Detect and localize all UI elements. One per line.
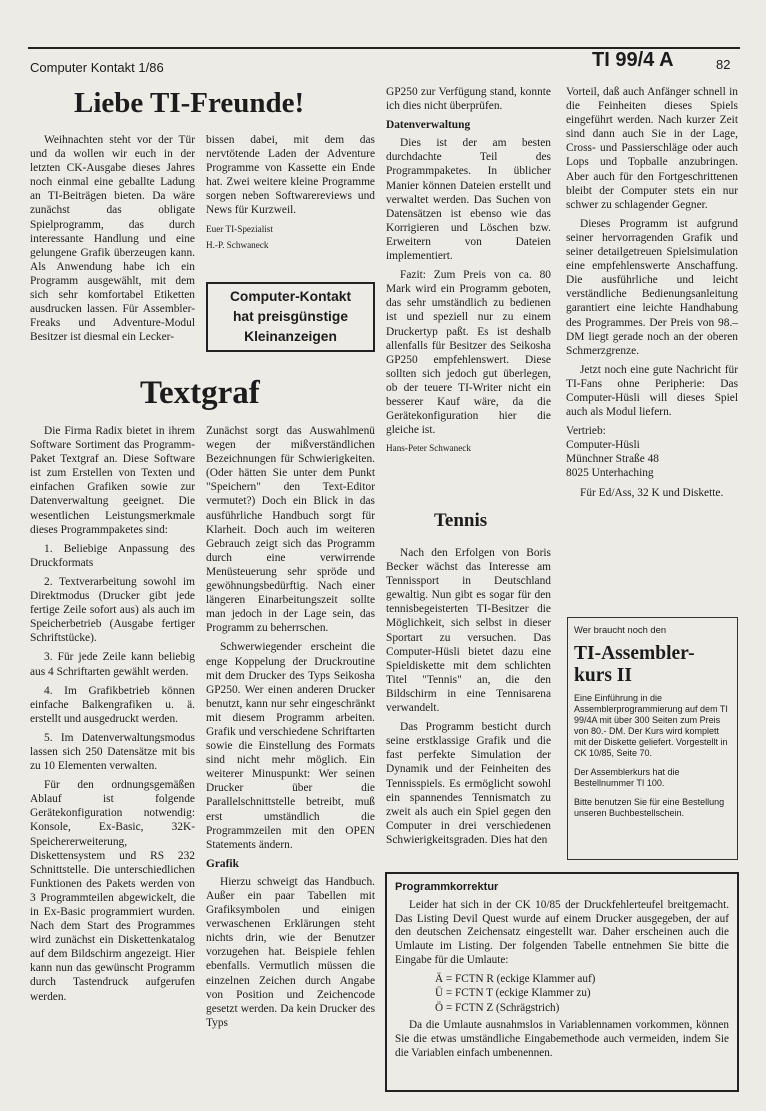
correction-text: Leider hat sich in der CK 10/85 der Druckfehlerteufel breitgemacht. Das Listing Devil Quest wurde auf einem Drucker ausgegeben, der auf den deutschen Zeichensatz eingestellt war. Daher erscheinen auch die Umlaute im Listing. Der folgenden Tabelle entnehmen Sie bitte die Eingabe für die Umlaute: [395,898,729,966]
article2-title: Textgraf [140,375,260,411]
tennis-modul: Jetzt noch eine gute Nachricht für TI-Fans ohne Peripherie: Das Computer-Hüsli will dieses Spiel auch als Modul liefern. [566,363,738,419]
article1-text-a: Weihnachten steht vor der Tür und da wollen wir euch in der letzten CK-Ausgabe dieses Jahres noch einmal eine geballte Ladung an TI-Beiträgen bieten. Da wäre zunächst das obligate Spielprogramm, das durch interessante Handlung und eine gelungene Grafik überzeugen kann. Als Anwendung habe ich ein Programm ausgewählt, mit dem sich sehr komfortabel Etiketten ausdrucken lassen. Für Assembler-Freaks und Adventure-Modul Besitzer ist diesmal ein Lecker- [30,134,195,344]
umlaut-oe: Ö = FCTN Z (Schrägstrich) [435,1001,560,1014]
tennis-requirements: Für Ed/Ass, 32 K und Diskette. [580,486,724,499]
textgraf-printer: Schwerwiegender erscheint die enge Koppelung der Druckroutine mit dem Drucker des Typs Seikosha GP250. Wer einen anderen Drucker benutzt, kann nur sehr eingeschränkt mit diesem Programm arbeiten. Grafik und verschiedene Schriftarten sowie die Einstellung des Formats sind nicht mehr möglich. Ein weiterer Minuspunkt: Wer seinen Drucker über die Parallelschnittstelle betreibt, muß erst umständlich die Programmzeilen mit den OPEN Statements ändern. [206,641,375,851]
article3-title: Tennis [434,510,488,531]
textgraf-grafik: Hierzu schweigt das Handbuch. Außer ein paar Tabellen mit Grafiksymbolen und einigen verwaschenen Erklärungen steht nichts drin, wie der Benutzer vorzugehen hat. Beispiele fehlen ebenfalls. Vermutlich müssen die einzelnen Zeichen durch Angabe von Position und Zeichencode gesetzt werden. Da kein Drucker des Typs [206,875,375,1029]
assembler-title-line-1: TI-Assembler- [574,643,695,664]
article2-col3 [386,85,551,459]
assembler-title [574,643,731,687]
vendor-name: Computer-Hüsli [566,439,640,452]
ad-line-3: Kleinanzeigen [244,329,337,344]
feature-2: 2. Textverarbeitung sowohl im Direktmodus (Drucker gibt jede fertige Zeile sofort aus) als auch im Speicherbetrieb (Ausgabe fertiger Schriftstücke). [30,575,195,645]
article1-col2 [206,133,375,256]
ad-line-1: Computer-Kontakt [229,289,352,304]
article1-signature-1: Euer TI-Spezialist [206,223,273,234]
vendor-label: Vertrieb: [566,425,606,438]
article2-signature: Hans-Peter Schwaneck [386,443,471,454]
tennis-verdict: Dieses Programm ist aufgrund seiner hervorragenden Grafik und seiner detailgetreuen Spielsimulation eine empfehlenswerte Anschaffung. Die ausführliche und leicht verständliche Bedienungsanleitung garantiert eine leichte Handhabung des Programmes. Der Preis von 98.– DM liegt gerade noch an der oberen Schmerzgrenze. [566,217,738,357]
feature-list [30,542,195,773]
textgraf-fazit: Fazit: Zum Preis von ca. 80 Mark wird ein Programm geboten, das sehr umständlich zu bedienen ist und speziell nur zu einem Druckertyp paßt. Es ist deshalb allenfalls für Besitzer des Seikosha GP250 empfehlenswert. Diese sollten sich jedoch gut überlegen, ob der teuere TI-Writer nicht ein besserer Kauf wäre, da die Gerätekonfiguration hier die gleiche ist. [386,269,551,437]
header-section: TI 99/4 A [592,49,674,71]
feature-3: 3. Für jede Zeile kann beliebig aus 4 Schriftarten gewählt werden. [30,651,195,678]
article1-signature-2: H.-P. Schwaneck [206,239,269,250]
tennis-review: Das Programm besticht durch seine erstklassige Grafik und die fast perfekte Simulation der Dynamik und der Feinheiten des Tennisspiels. Es ermöglicht sowohl ein spannendes Tennismatch zu zweit als auch ein Spiel gegen den Computer in drei verschiedenen Schwierigkeitsgraden. Dies hat den [386,721,551,846]
feature-1: 1. Beliebige Anpassung des Druckformats [30,542,195,569]
assembler-course-box [567,617,738,860]
feature-4: 4. Im Grafikbetrieb können einfache Balkengrafiken u. ä. erstellt und ausgedruckt werden. [30,684,195,725]
umlaut-ue: Ü = FCTN T (eckige Klammer zu) [435,987,591,1000]
subheading-grafik: Grafik [206,857,239,870]
textgraf-intro: Die Firma Radix bietet in ihrem Software Sortiment das Programm-Paket Textgraf an. Diese Software ist zum Erstellen von Texten und einfachen Grafiken sowie zur Datenverwaltung geeignet. Die wesentlichen Leistungsmerkmale dieses Programmpaketes sind: [30,425,195,536]
subheading-datenverwaltung: Datenverwaltung [386,119,471,132]
article1-col1 [30,133,195,349]
tennis-intro: Nach den Erfolgen von Boris Becker wächst das Interesse am Tennissport in Deutschland gewaltig. Nun gibt es sogar für den tennisbegeisterten TI-Besitzer die Möglichkeit, sich selbst in dieser Sportart zu versuchen. Das Computer-Hüsli bietet dazu eine Spieldiskette mit dem schlichten Titel "Tennis" an, die den Bildschirm in eine Tennisarena verwandelt. [386,547,551,715]
program-correction-box [385,872,739,1092]
textgraf-config: Für den ordnungsgemäßen Ablauf ist folgende Gerätekonfiguration notwendig: Konsole, Ex-Basic, 32K-Speichererweiterung, Diskettensystem und RS 232 Schnittstelle. Die unterschiedlichen Funktionen des Pakets werden von 3 Programmteilen abgewickelt, die in Ex-Basic programmiert wurden. Nach dem Start des Programmes wird zunächst ein Diskettenkatalog auf dem Bildschirm angezeigt. Hier kann nun das gewünscht Programm durch Tastendruck aufgerufen werden. [30,779,195,1003]
umlaut-ae: Ä = FCTN R (eckige Klammer auf) [435,972,596,985]
assembler-order-note: Bitte benutzen Sie für eine Bestellung unseren Buchbestellschein. [574,797,725,818]
article3-col2 [566,85,738,505]
assembler-title-line-2: kurs II [574,665,632,686]
textgraf-daten: Dies ist der am besten durchdachte Teil des Programmpaketes. In üblicher Manier können Dateien erstellt und verwaltet werden. Das Suchen von Datensätzen ist ebenso wie das Korrigieren und Löschen bzw. Erweitern von Dateien implementiert. [386,137,551,263]
header-issue: Computer Kontakt 1/86 [30,60,164,75]
textgraf-menu: Zunächst sorgt das Auswahlmenü wegen der mißverständlichen Bezeichnungen für Schwierigkeiten. (Oder hätten Sie unter dem Punkt "Speichern" den Text-Editor vermutet?) Doch ein Blick in das ausführliche Handbuch sorgt für Klarheit. Doch auch im weiteren Gebrauch zeigt sich das Programm durch eine verwirrende Menüsteuerung sehr spröde und gewöhnungsbedürftig. Nach einer längeren Einarbeitungszeit sollte man jedoch in der Lage sein, das Programm zu beherrschen. [206,425,375,635]
article3-col1 [386,546,551,852]
article1-text-b: bissen dabei, mit dem das nervtötende Laden der Adventure Programme von Kassette ein Ende hat. Zwei weitere kleine Programme sorgen neben Softwarereviews und News für Kurzweil. [206,134,375,217]
ad-line-2: hat preisgünstige [233,309,348,324]
feature-5: 5. Im Datenverwaltungsmodus lassen sich 250 Datensätze mit bis zu 10 Elementen verwalten. [30,731,195,773]
textgraf-cont: GP250 zur Verfügung stand, konnte ich dies nicht überprüfen. [386,86,551,113]
classifieds-ad [206,282,375,352]
article1-title: Liebe TI-Freunde! [74,87,305,119]
tennis-cont: Vorteil, daß auch Anfänger schnell in die Feinheiten dieses Spiels eingeführt werden. Nach kurzer Zeit sind dann auch Sie in der Lage, Cross- und Passierschläge oder auch Lops und Topballe anzubringen. Aber auch für den Fortgeschrittenen bleibt der Computer stets ein nur schwer zu schlagender Gegner. [566,86,738,211]
page-number: 82 [716,57,731,72]
correction-title: Programmkorrektur [395,881,499,893]
correction-tip: Da die Umlaute ausnahmslos in Variablennamen vorkommen, können Sie die etwas umständliche Eingabemethode auch vermeiden, indem Sie die Variablen einfach umbenennen. [395,1019,729,1059]
article2-col2 [206,424,375,1035]
vendor-city: 8025 Unterhaching [566,467,654,480]
vendor-street: Münchner Straße 48 [566,453,659,466]
assembler-teaser: Wer braucht noch den [574,624,667,635]
article2-col1 [30,424,195,1009]
assembler-order-no: Der Assemblerkurs hat die Bestellnummer TI 100. [574,767,680,788]
assembler-desc: Eine Einführung in die Assemblerprogrammierung auf dem TI 99/4A mit über 300 Seiten zum Preis von 80.- DM. Der Kurs wird komplett mit der Diskette geliefert. Vorgestellt in CK 10/85, Seite 70. [574,693,728,758]
